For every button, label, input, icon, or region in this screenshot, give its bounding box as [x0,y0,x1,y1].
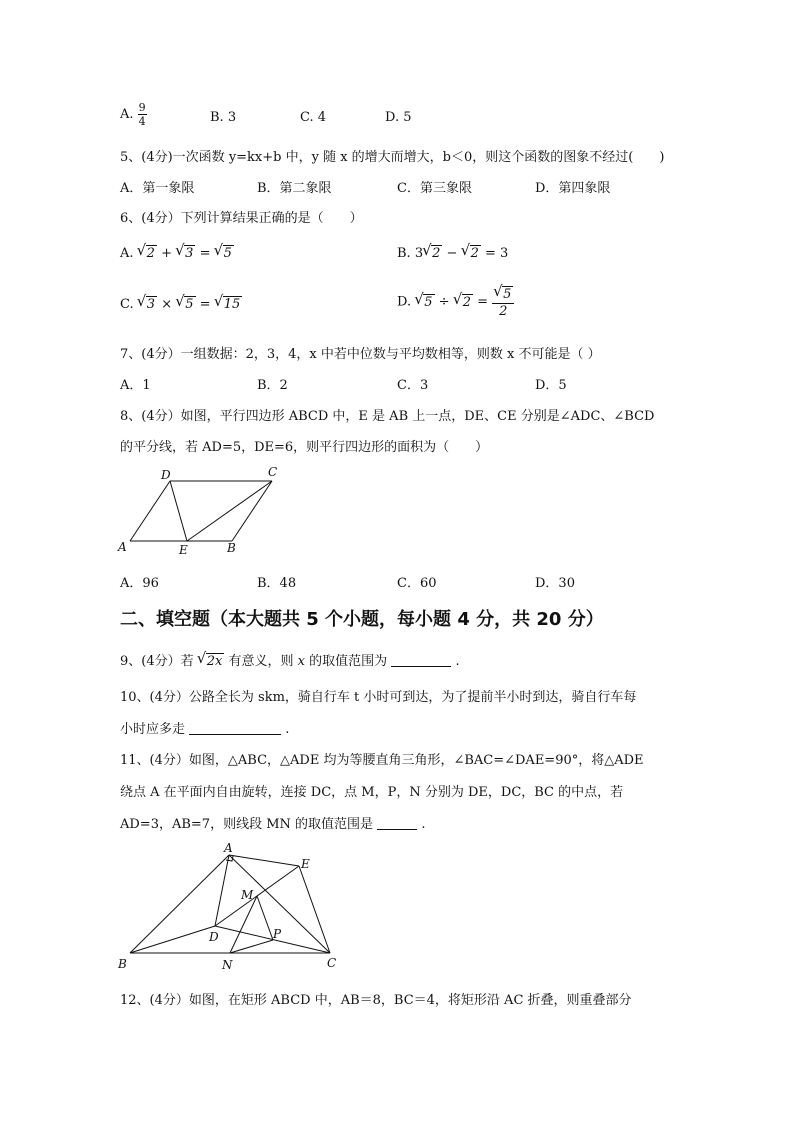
q11-label-a: A [224,841,233,855]
q8-option-a: A．96 [120,576,159,591]
q8-option-c: C．60 [397,576,437,591]
q9-end: . [455,654,460,669]
q9-var: x [297,654,306,669]
q9-answer-blank[interactable] [391,654,451,667]
q10-prefix: 小时应多走 [120,722,186,737]
q7-option-d: D．5 [535,378,567,393]
q11-end: . [421,817,426,832]
q8-option-b: B．48 [257,576,297,591]
q8-segment-de [170,481,187,541]
q8-label-d: D [161,468,171,482]
q6-d-sqrt-1: √ 5 [423,294,434,310]
q6-a-eq: = [199,246,211,261]
q11-label-c: C [327,956,337,970]
q6-c-eq: = [199,297,211,312]
q7-option-b: B．2 [257,378,288,393]
q4-option-a-numerator: 9 [138,101,146,114]
q11-label-b: B [118,957,127,971]
q11-triangle-figure [112,838,347,978]
q11-stem-line-1: 11、(4分）如图，△ABC，△ADE 均为等腰直角三角形，∠BAC=∠DAE=90°，将△ADE [120,753,644,768]
q11-label-m: M [241,888,254,902]
q6-b-sqrt-2: √ 2 [470,245,481,261]
q10-answer-blank[interactable] [189,722,281,735]
q4-option-d: D. 5 [385,110,412,125]
q6-c-sqrt-2: √ 5 [184,296,195,312]
q11-label-p: P [273,927,282,941]
q4-option-b: B. 3 [210,110,237,125]
q6-b-coef: 3 [414,246,424,261]
q9-suffix: 的取值范围为 [309,654,388,669]
q6-c-op: × [161,297,173,312]
q9-mid: 有意义，则 [228,654,294,669]
q6-d-label: D. [397,294,412,310]
section-2-heading: 二、填空题（本大题共 5 个小题，每小题 4 分，共 20 分） [120,609,604,630]
q11-segment-bd [130,926,215,953]
q8-stem-line-2: 的平分线，若 AD=5，DE=6，则平行四边形的面积为（ ） [120,440,489,455]
q8-label-b: B [227,541,236,555]
q6-d-numerator [492,286,514,304]
q6-b-label: B. [397,246,411,261]
q11-segment-mp [257,896,273,940]
q11-label-d: D [209,930,219,944]
q8-side-da [130,481,170,541]
q6-b-eq: = 3 [485,246,509,261]
q6-option-b [397,245,508,261]
q5-option-c: C．第三象限 [397,181,472,196]
q6-d-sqrt-2: √ 2 [462,294,473,310]
q6-c-sqrt-1: √ 3 [146,296,157,312]
q9-sqrt: √ 2x [206,653,225,669]
q6-a-sqrt-3: √ 5 [223,245,234,261]
q9-prefix: 9、(4分）若 [120,654,194,669]
q6-d-fraction [492,286,514,318]
q11-segment-np [230,940,273,953]
q6-d-denominator: 2 [499,304,508,319]
q11-label-e: E [301,857,310,871]
q11-side-ae [229,855,299,866]
q8-label-e: E [179,543,188,557]
q8-label-a: A [118,540,127,554]
q8-parallelogram-figure [115,462,290,557]
q10-stem-line-2 [120,718,289,737]
q11-label-n: N [222,958,233,972]
q7-stem: 7、(4分）一组数据：2，3，4，x 中若中位数与平均数相等，则数 x 不可能是（ ） [120,347,601,362]
q11-prefix: AD=3，AB=7，则线段 MN 的取值范围是 [120,817,374,832]
q6-option-c [120,296,242,312]
q10-end: . [285,722,290,737]
q4-option-c: C. 4 [300,110,327,125]
q11-segment-ec [299,866,330,953]
q6-a-op: + [161,246,172,261]
q8-option-d: D．30 [535,576,575,591]
q6-option-a [120,245,234,261]
q6-d-sqrt-num: √ 5 [502,286,513,302]
q6-stem: 6、(4分）下列计算结果正确的是（ ） [120,211,363,226]
q8-label-c: C [268,465,278,479]
q6-c-label: C. [120,297,134,312]
q11-stem-line-3 [120,813,425,832]
q7-option-a: A．1 [120,378,151,393]
q6-a-label: A. [120,246,134,261]
q8-segment-ce [187,481,272,541]
q6-b-sqrt-1: √ 2 [431,245,442,261]
q6-option-d [397,286,514,318]
q7-option-c: C．3 [397,378,429,393]
q6-c-sqrt-3: √ 15 [223,296,243,312]
q6-b-op: − [446,246,458,261]
q4-option-a-denominator: 4 [138,115,146,128]
q4-option-a-fraction [138,102,147,127]
q10-stem-line-1: 10、(4分）公路全长为 skm，骑自行车 t 小时可到达，为了提前半小时到达，骑自行车每 [120,690,637,705]
q9-stem [120,650,460,669]
q5-option-d: D．第四象限 [535,181,611,196]
q8-stem-line-1: 8、(4分）如图，平行四边形 ABCD 中，E 是 AB 上一点，DE、CE 分别是∠ADC、∠BCD [120,409,655,424]
q5-option-b: B．第二象限 [257,181,332,196]
q11-stem-line-2: 绕点 A 在平面内自由旋转，连接 DC，点 M，P，N 分别为 DE，DC，BC 的中点，若 [120,785,624,800]
q6-a-sqrt-1: √ 2 [146,245,157,261]
q6-a-sqrt-2: √ 3 [184,245,195,261]
q5-stem: 5、(4分)一次函数 y=kx+b 中，y 随 x 的增大而增大，b＜0，则这个函数的图象不经过( ) [120,150,665,165]
q6-d-eq: = [477,294,489,310]
q12-stem-line-1: 12、(4分）如图，在矩形 ABCD 中，AB＝8，BC＝4，将矩形沿 AC 折叠，则重叠部分 [120,993,632,1008]
q6-d-op: ÷ [438,294,450,310]
q4-option-a-label: A. [120,107,134,122]
q11-side-ad [215,855,229,926]
q5-option-a: A．第一象限 [120,181,195,196]
q11-answer-blank[interactable] [377,817,417,830]
q8-side-bc [232,481,272,541]
q4-options [120,102,147,127]
q11-segment-mn [230,896,257,953]
